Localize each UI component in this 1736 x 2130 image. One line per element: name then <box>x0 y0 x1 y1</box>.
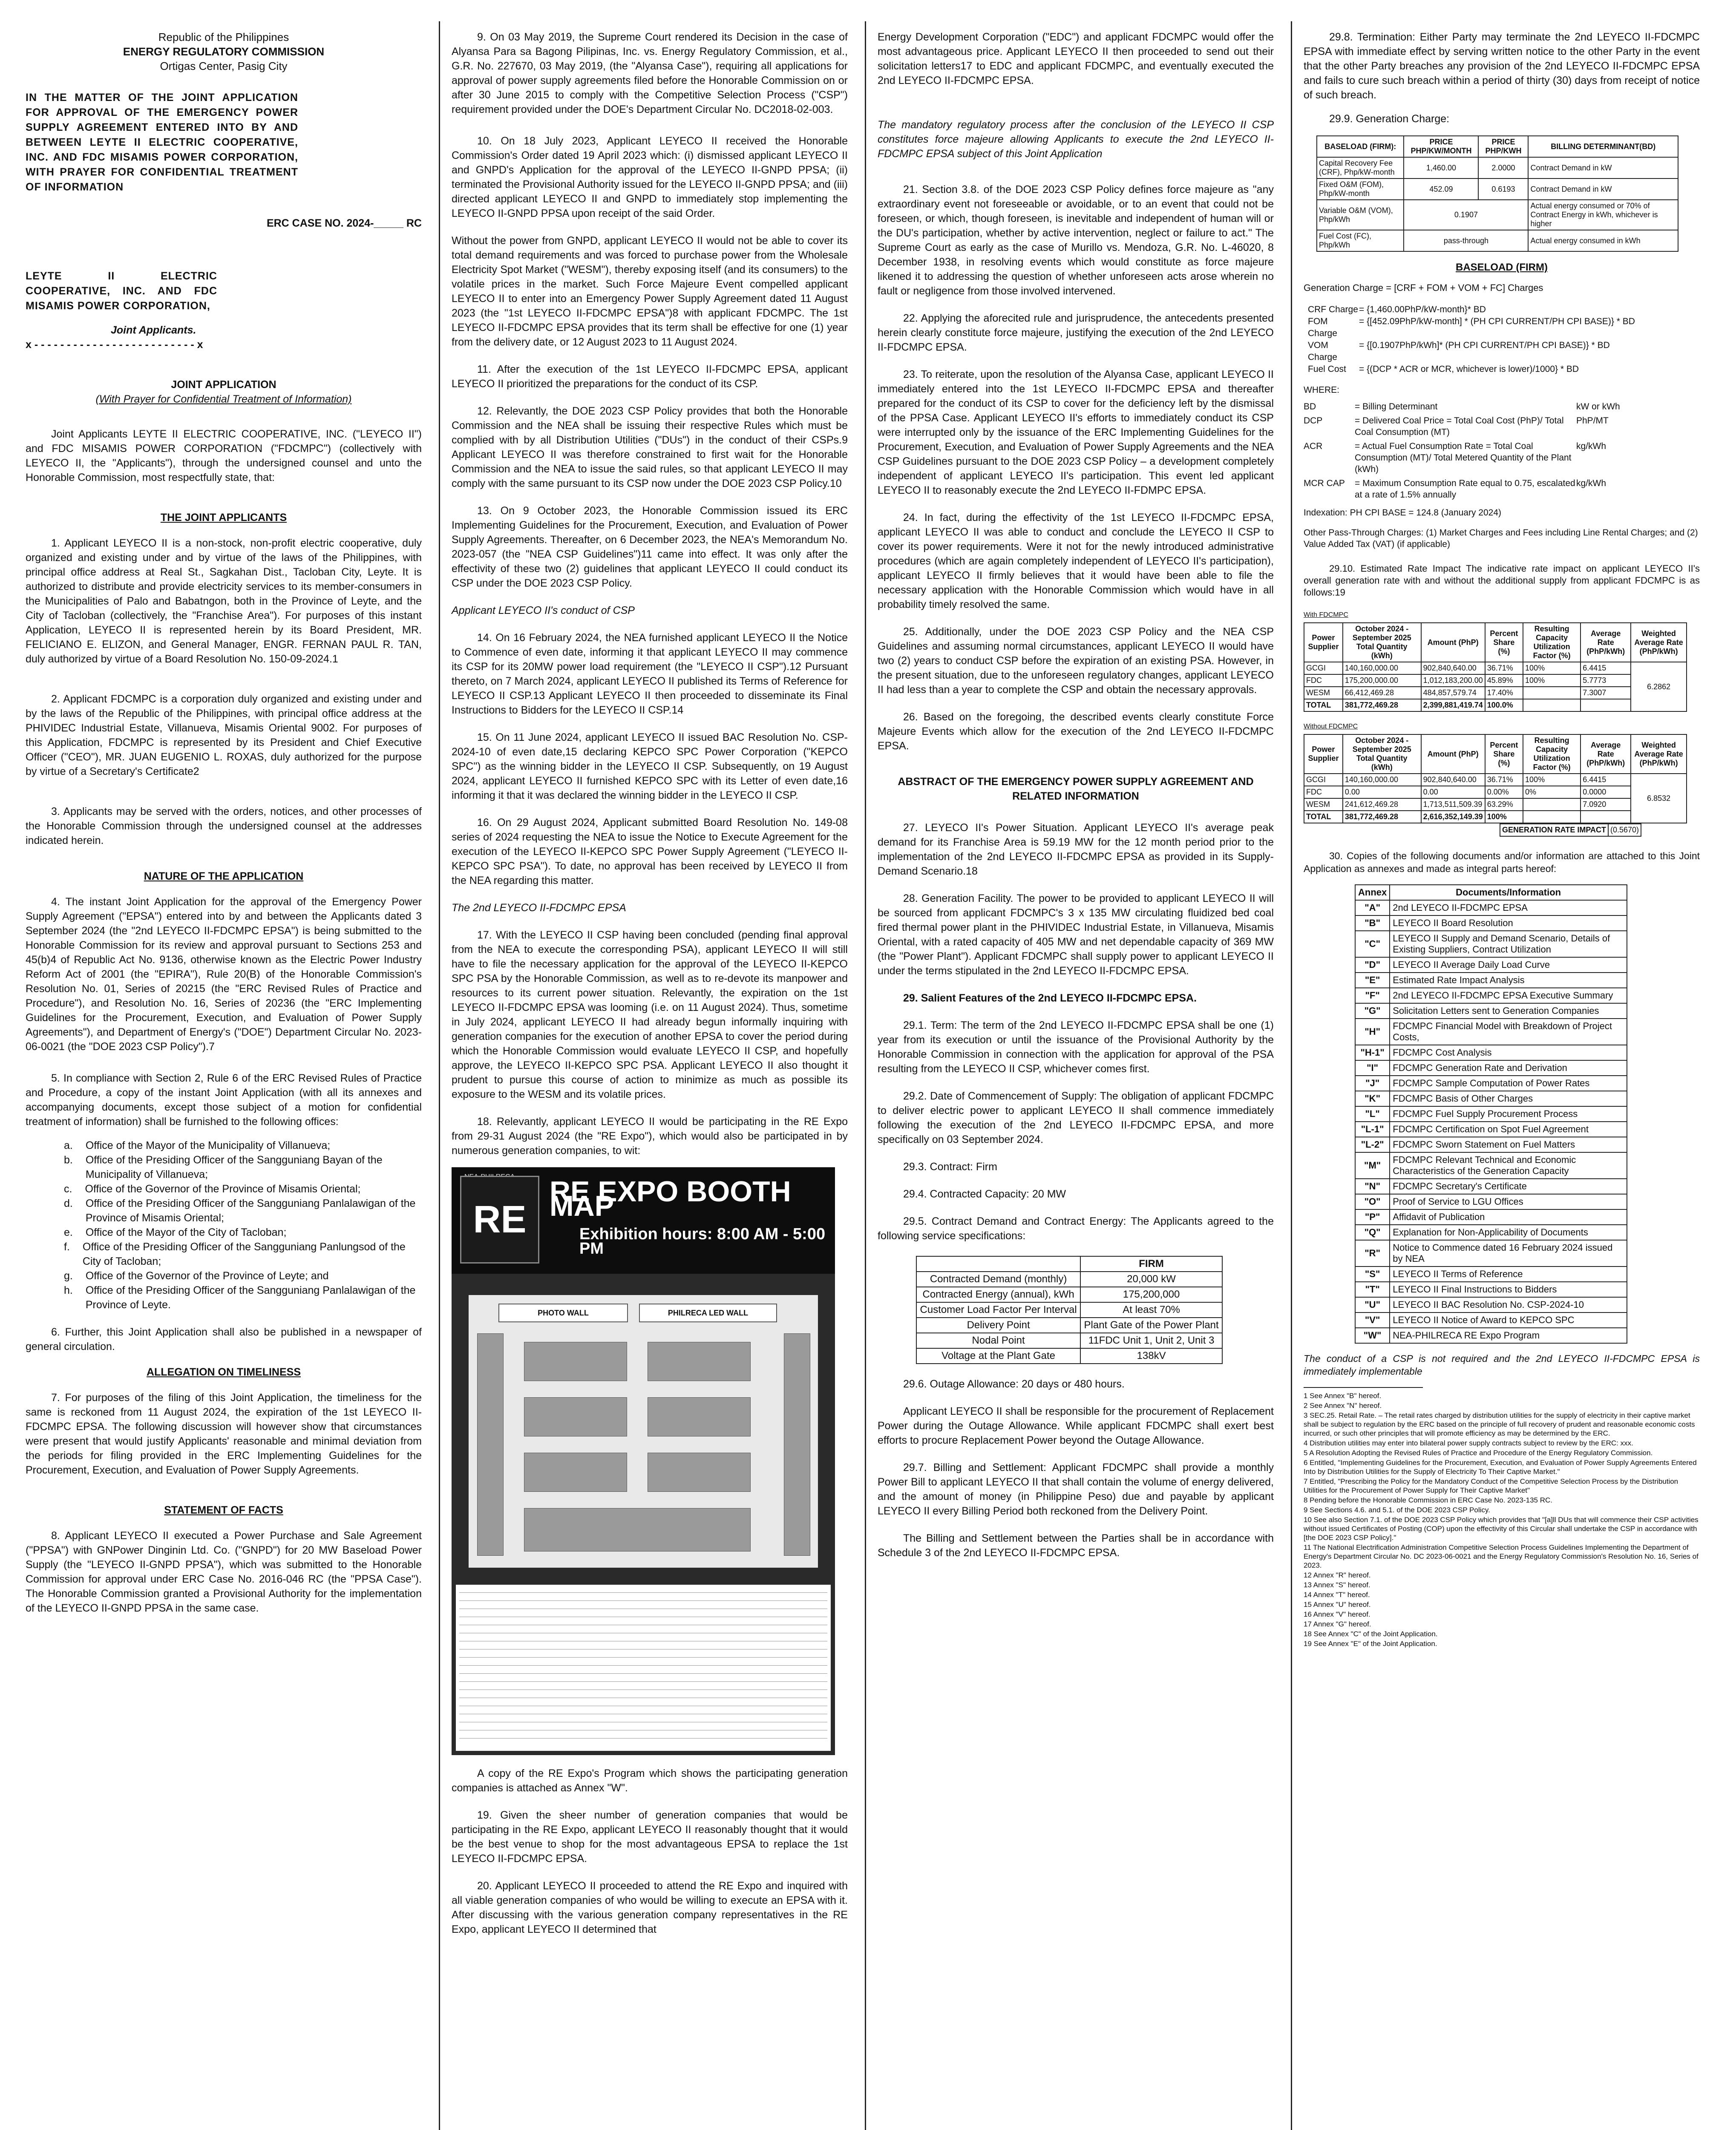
table-row: GCGI 140,160,000.00 902,840,640.00 36.71% 100% 6.4415 6.8532 <box>1304 774 1687 786</box>
other-charges: Other Pass-Through Charges: (1) Market Charges and Fees including Line Rental Charges; and (2) Value Added Tax (VAT) (if applicable) <box>1304 528 1698 549</box>
list-item: d. Office of the Presiding Officer of the Sangguniang Panlalawigan of the Province of Misamis Oriental; <box>64 1197 416 1224</box>
paragraph-13: 13. On 9 October 2023, the Honorable Commission issued its ERC Implementing Guidelines for the Procurement, Execution, and Evaluation of Power Supply Agreements. Thereafter, on 6 December 2023, the NEA's Memorandum No. 2023-057 (the "NEA CSP Guidelines")11 came into effect. It was only after the effectivity of these two (2) guidelines that applicant LEYECO II could conduct its CSP under the DOE 2023 CSP Policy. <box>452 505 848 589</box>
footnote: 16 Annex "V" hereof. <box>1304 1610 1370 1618</box>
formula-row: FOM Charge = {[452.09PhP/kW-month] * (PH CPI CURRENT/PH CPI BASE)} * BD <box>1308 317 1635 338</box>
table-row: "F" 2nd LEYECO II-FDCMPC EPSA Executive Summary <box>1355 988 1627 1003</box>
paragraph-7: 7. For purposes of the filing of this Joint Application, the timeliness for the same is reckoned from 11 August 2024, the expiration of the 1st LEYECO II-FDCMPC EPSA. The following discussion will however show that circumstances were present that would justify Applicants' reasonable and minimal deviation from the periods for filing provided in the ERC Implementing Guidelines for the Procurement, Execution, and Evaluation of Power Supply Agreements. <box>26 1392 422 1476</box>
paragraph-2: 2. Applicant FDCMPC is a corporation duly organized and existing under and by the laws of the Republic of the Philippines, with principal office address at the PHIVIDEC Industrial Estate, Villanueva, Misamis Oriental 9002. For purposes of this Application, FDCMPC is represented by its President and Chief Executive Officer ("CEO"), MR. JUAN EUGENIO L. ROXAS, duly authorized for the purpose by virtue of a Secretary's Certificate2 <box>26 693 422 777</box>
table-row: "U" LEYECO II BAC Resolution No. CSP-2024-10 <box>1355 1297 1627 1313</box>
footnote: 12 Annex "R" hereof. <box>1304 1571 1371 1579</box>
table-header-row: Annex Documents/Information <box>1355 885 1627 900</box>
paragraph-4: 4. The instant Joint Application for the approval of the Emergency Power Supply Agreement ("EPSA") entered into by and between the Applicants dated 3 September 2024 (the "2nd LEYECO II-FDCMPC EPSA") is being submitted to the Honorable Commission for its review and approval pursuant to Sections 253 and 45(b)4 of Republic Act No. 9136, otherwise known as the Electric Power Industry Reform Act of 2001 (the "EPIRA"), Rule 20(B) of the Honorable Commission's Resolution No. 01, Series of 20215 (the "ERC Revised Rules of Practice and Procedure"), and Resolution No. 16, Series of 20236 (the "ERC Implementing Guidelines for the Procurement, Execution, and Evaluation of Power Supply Agreements"), and Department of Energy's ("DOE") Department Circular No. 2023-06-0021 (the "DOE 2023 CSP Policy").7 <box>26 896 422 1053</box>
column-divider <box>439 21 440 2130</box>
case-caption: IN THE MATTER OF THE JOINT APPLICATION FOR APPROVAL OF THE EMERGENCY POWER SUPPLY AGREEMENT ENTERED INTO BY AND BETWEEN LEYTE II ELECTRIC COOPERATIVE, INC. AND FDC MISAMIS POWER CORPORATION, WITH PRAYER FOR CONFIDENTIAL TREATMENT OF INFORMATION <box>26 92 298 193</box>
paragraph-28: 28. Generation Facility. The power to be provided to applicant LEYECO II will be sourced from applicant FDCMPC's 3 x 135 MW circulating fluidized bed coal fired thermal power plant in the PHIVIDEC Industrial Estate, in Villanueva, Misamis Oriental, with a rated capacity of 405 MW and net dependable capacity of 369 MW (the "Power Plant"). Applicant FDCMPC shall supply power to applicant LEYECO II under the terms stipulated in the 2nd LEYECO II-FDCMPC EPSA. <box>878 892 1274 977</box>
footnote: 14 Annex "T" hereof. <box>1304 1591 1370 1599</box>
booth-block <box>648 1453 751 1492</box>
table-row: "N" FDCMPC Secretary's Certificate <box>1355 1179 1627 1194</box>
table-row: TOTAL 381,772,469.28 2,399,881,419.74 100.0% <box>1304 699 1687 711</box>
booth-map-title: RE EXPO BOOTH MAP <box>550 1175 791 1222</box>
re-expo-logo: RE <box>460 1176 539 1264</box>
note-mandatory-process: The mandatory regulatory process after the conclusion of the LEYECO II CSP constitutes force majeure allowing Applicants to execute the 2nd LEYECO II-FDCMPC EPSA subject of this Joint Application <box>878 119 1274 160</box>
footnote-rule <box>1304 1387 1423 1388</box>
footnote: 10 See also Section 7.1. of the DOE 2023 CSP Policy which provides that "[a]ll DUs that will commence their CSP activities without issued Certificates of Posting (COP) upon the effectivity of this Circular shall undertake the CSP in accordance with [the DOE 2023 CSP Policy]." <box>1304 1516 1699 1542</box>
subheading-conduct-csp: Applicant LEYECO II's conduct of CSP <box>452 604 635 616</box>
paragraph-1: 1. Applicant LEYECO II is a non-stock, non-profit electric cooperative, duly organized and existing under and by virtue of the laws of the Philippines, with principal office address at Real St., Sagkahan Dist., Tacloban City, Leyte. It is authorized to distribute and provide electricity services to its member-consumers in the Municipalities of Palo and Babatngon, both in the Province of Leyte, and the City of Tacloban (collectively, the "Franchise Area"). For purposes of this instant Application, LEYECO II is represented herein by its Board President, MR. FELICIANO E. ELIZON, and General Manager, ENGR. FERNAN PAUL R. TAN, duly authorized by virtue of a Board Resolution No. 150-09-2024.1 <box>26 537 422 665</box>
paragraph-29-6b: Applicant LEYECO II shall be responsible for the procurement of Replacement Power during the Outage Allowance. While applicant FDCMPC shall exert best efforts to procure Replacement Power beyond the Outage Allowance. <box>878 1405 1274 1446</box>
footnote: 8 Pending before the Honorable Commission in ERC Case No. 2023-135 RC. <box>1304 1496 1552 1504</box>
table-row: WESM 241,612,469.28 1,713,511,509.39 63.29% 7.0920 <box>1304 798 1687 811</box>
formula-row: VOM Charge = {[0.1907PhP/kWh]* (PH CPI CURRENT/PH CPI BASE)} * BD <box>1308 340 1610 362</box>
table-header-row: BASELOAD (FIRM): PRICE PHP/KW/MONTH PRICE PHP/KWH BILLING DETERMINANT(BD) <box>1317 136 1678 157</box>
without-fdcmpc-label: Without FDCMPC <box>1304 723 1358 730</box>
list-item: a. Office of the Mayor of the Municipality of Villanueva; <box>64 1140 331 1151</box>
table-row: "H-1" FDCMPC Cost Analysis <box>1355 1045 1627 1060</box>
table-row: "B" LEYECO II Board Resolution <box>1355 915 1627 931</box>
paragraph-12: 12. Relevantly, the DOE 2023 CSP Policy provides that both the Honorable Commission and the NEA shall be issuing their respective Rules which must be complied with by all Distribution Utilities ("DUs") in the conduct of their CSPs.9 Applicant LEYECO II was therefore constrained to first wait for the Honorable Commission and the NEA to issue the said rules, so that applicant LEYECO II may comply with the same pursuant to its CSP now under the DOE 2023 CSP Policy.10 <box>452 405 848 489</box>
list-item: e. Office of the Mayor of the City of Tacloban; <box>64 1226 287 1238</box>
booth-block <box>524 1508 751 1551</box>
paragraph-27: 27. LEYECO II's Power Situation. Applicant LEYECO II's average peak demand for its Franchise Area is 59.19 MW for the 12 month period prior to the implementation of the 2nd LEYECO II-FDCMPC EPSA as provided in its Supply-Demand Scenario.18 <box>878 822 1274 877</box>
footnote: 18 See Annex "C" of the Joint Application. <box>1304 1630 1438 1638</box>
table-row: "D" LEYECO II Average Daily Load Curve <box>1355 957 1627 973</box>
paragraph-29-4: 29.4. Contracted Capacity: 20 MW <box>903 1188 1066 1200</box>
table-header-row: Power Supplier October 2024 - September 2025 Total Quantity (kWh) Amount (PhP) Percent Share (%) Resulting Capacity Utilization Factor (%) Average Rate (PhP/kWh) Weighted Average Rate (PhP/kWh) <box>1304 623 1687 662</box>
section-nature: NATURE OF THE APPLICATION <box>144 870 304 882</box>
table-row: FDC 175,200,000.00 1,012,183,200.00 45.89% 100% 5.7773 <box>1304 674 1687 687</box>
list-item: f. Office of the Presiding Officer of the Sangguniang Panlungsod of the City of Tacloban; <box>64 1241 406 1267</box>
table-row: Nodal Point 11FDC Unit 1, Unit 2, Unit 3 <box>916 1333 1222 1348</box>
table-row: "L-2" FDCMPC Sworn Statement on Fuel Matters <box>1355 1137 1627 1152</box>
definitions <box>1304 401 1700 501</box>
paragraph-29-7b: The Billing and Settlement between the Parties shall be in accordance with Schedule 3 of the 2nd LEYECO II-FDCMPC EPSA. <box>878 1532 1274 1559</box>
paragraph-29-7: 29.7. Billing and Settlement: Applicant FDCMPC shall provide a monthly Power Bill to applicant LEYECO II that shall contain the volume of energy delivered, and the amount of money (in Philippine Peso) due and payable by applicant LEYECO II every Billing Period both reckoned from the Delivery Point. <box>878 1462 1274 1517</box>
paragraph-29-6: 29.6. Outage Allowance: 20 days or 480 hours. <box>903 1378 1125 1390</box>
table-row: "Q" Explanation for Non-Applicability of Documents <box>1355 1225 1627 1240</box>
separator: x - - - - - - - - - - - - - - - - - - - - - - - - - x <box>26 339 203 351</box>
paragraph-29-8: 29.8. Termination: Either Party may terminate the 2nd LEYECO II-FDCMPC EPSA with immediate effect by serving written notice to the other Party in the event that the other Party breaches any provision of the 2nd LEYECO II-FDCMPC EPSA and fails to cure such breach within a period of thirty (30) days from receipt of notice of such breach. <box>1304 31 1700 101</box>
paragraph-30: 30. Copies of the following documents and/or information are attached to this Joint Application as annexes and made as integral parts hereof: <box>1304 850 1700 874</box>
table-row: "J" FDCMPC Sample Computation of Power Rates <box>1355 1076 1627 1091</box>
table-row: Contracted Energy (annual), kWh 175,200,000 <box>916 1287 1222 1302</box>
table-row: "E" Estimated Rate Impact Analysis <box>1355 973 1627 988</box>
footnote: 4 Distribution utilities may enter into bilateral power supply contracts subject to review by the ERC: xxx. <box>1304 1439 1633 1447</box>
formula-row: Fuel Cost = {(DCP * ACR or MCR, whichever is lower)/1000} * BD <box>1308 364 1579 374</box>
section-joint-applicants: THE JOINT APPLICANTS <box>160 512 287 524</box>
paragraph-23: 23. To reiterate, upon the resolution of the Alyansa Case, applicant LEYECO II immediately entered into the 1st LEYECO II-FDCMPC EPSA and thereafter prepared for the conduct of its CSP to cover for the deficiency left by the dismissal of the PPSA Case. Applicant LEYECO II's efforts to immediately conduct its CSP were interrupted only by the issuance of the ERC Implementing Guidelines for the Procurement, Execution, and Evaluation of Power Supply Agreements and the NEA CSP Guidelines pursuant to the DOE 2023 CSP Policy – a development completely independent of applicant LEYECO II's participation. This event led applicant LEYECO II to reasonably execute the 2nd LEYECO II-FDMPC EPSA. <box>878 368 1274 496</box>
with-fdcmpc-label: With FDCMPC <box>1304 611 1348 619</box>
table-row: TOTAL 381,772,469.28 2,616,352,149.39 100% <box>1304 811 1687 823</box>
column-1 <box>26 30 422 1625</box>
table-row: "M" FDCMPC Relevant Technical and Economic Characteristics of the Generation Capacity <box>1355 1152 1627 1179</box>
paragraph-29-9: 29.9. Generation Charge: <box>1329 113 1450 125</box>
rate-impact-with-table <box>1304 622 1687 712</box>
paragraph-10: 10. On 18 July 2023, Applicant LEYECO II received the Honorable Commission's Order dated 19 April 2023 which: (i) dismissed applicant LEYECO II and GNPD's Application for the approval of the LEYECO II-GNPD PPSA; (ii) terminated the Provisional Authority issued for the LEYECO II-GNPD PPSA; and (iii) directed applicant LEYECO II and GNPD to immediately stop implementing the LEYECO II-GNPD PPSA upon receipt of the said Order. <box>452 135 848 219</box>
paragraph-29-3: 29.3. Contract: Firm <box>903 1161 997 1173</box>
definition-row: BD = Billing Determinant kW or kWh <box>1304 402 1620 412</box>
column-divider <box>865 21 866 2130</box>
definition-row: ACR = Actual Fuel Consumption Rate = Total Coal Consumption (MT)/ Total Metered Quantity of the Plant (kWh) kg/kWh <box>1304 441 1606 474</box>
footnotes <box>1304 1391 1700 1648</box>
photo-wall: PHOTO WALL <box>498 1304 628 1322</box>
paragraph-25: 25. Additionally, under the DOE 2023 CSP Policy and the NEA CSP Guidelines and assuming normal circumstances, applicant LEYECO II would have two (2) years to conduct CSP before the expiration of an existing PSA. However, in the present situation, due to the unforeseen regulatory changes, applicant LEYECO II had less than a year to complete the CSP and obtain the necessary approvals. <box>878 626 1274 696</box>
paragraph-18: 18. Relevantly, applicant LEYECO II would be participating in the RE Expo from 29-31 August 2024 (the "RE Expo"), which would also be participated in by numerous generation companies, to wit: <box>452 1116 848 1157</box>
list-item: b. Office of the Presiding Officer of the Sangguniang Bayan of the Municipality of Villanueva; <box>64 1154 383 1180</box>
table-row: GCGI 140,160,000.00 902,840,640.00 36.71% 100% 6.4415 6.2862 <box>1304 662 1687 674</box>
offices-list <box>26 1138 422 1312</box>
paragraph-29: 29. Salient Features of the 2nd LEYECO II-FDCMPC EPSA. <box>903 992 1197 1004</box>
re-expo-booth-map <box>452 1167 835 1755</box>
table-row: Contracted Demand (monthly) 20,000 kW <box>916 1272 1222 1287</box>
paragraph-11: 11. After the execution of the 1st LEYECO II-FDCMPC EPSA, applicant LEYECO II prioritized the preparations for the conduct of its CSP. <box>452 363 848 390</box>
charge-formulas <box>1308 304 1700 375</box>
parties: LEYTE II ELECTRIC COOPERATIVE, INC. AND FDC MISAMIS POWER CORPORATION, <box>26 270 217 312</box>
table-row: "L" FDCMPC Fuel Supply Procurement Process <box>1355 1106 1627 1122</box>
table-header-row: Power Supplier October 2024 - September 2025 Total Quantity (kWh) Amount (PhP) Percent Share (%) Resulting Capacity Utilization Factor (%) Average Rate (PhP/kWh) Weighted Average Rate (PhP/kWh) <box>1304 734 1687 774</box>
booth-block <box>477 1333 504 1556</box>
note-csp-not-required: The conduct of a CSP is not required and the 2nd LEYECO II-FDCMPC EPSA is immediately implementable <box>1304 1353 1700 1377</box>
paragraph-17: 17. With the LEYECO II CSP having been concluded (pending final approval from the NEA to execute the corresponding PSA), applicant LEYECO II will still have to file the necessary application for the approval of the LEYECO II-KEPCO SPC PSA by the Honorable Commission, as well as to re-devote its manpower and resources to its current power situation. Relevantly, the expiration on the 1st LEYECO II-FDCMPC EPSA was looming (i.e. on 11 August 2024). Thus, sometime in July 2024, applicant LEYECO II had already begun informally inquiring with generation companies for the execution of another EPSA to cover the period during which the Honorable Commission would evaluate LEYECO II CSP, and hopefully approve, the LEYECO II-KEPCO SPC PSA. Applicant LEYECO II also thought it prudent to pursue this course of action to minimize as much as possible its exposure to the WESM and its volatile prices. <box>452 929 848 1100</box>
table-row: "C" LEYECO II Supply and Demand Scenario, Details of Existing Suppliers, Contract Utilization <box>1355 931 1627 957</box>
paragraph-29-10: 29.10. Estimated Rate Impact The indicative rate impact on applicant LEYECO II's overall generation rate with and without the additional supply from applicant FDCMPC is as follows:19 <box>1304 563 1700 598</box>
document-title: JOINT APPLICATION <box>171 379 276 391</box>
commission-name: ENERGY REGULATORY COMMISSION <box>123 45 325 58</box>
paragraph-20b: Energy Development Corporation ("EDC") and applicant FDCMPC would offer the most advantageous price. Applicant LEYECO II then proceeded to send out their solicitation letters17 to EDC and applicant FDCMPC, and eventually executed the 2nd LEYECO II-FDCMPC EPSA. <box>878 31 1274 86</box>
table-row: "V" LEYECO II Notice of Award to KEPCO SPC <box>1355 1313 1627 1328</box>
generation-charge-table <box>1316 135 1678 252</box>
footnote: 7 Entitled, "Prescribing the Policy for the Mandatory Conduct of the Competitive Selection Process by the Distribution Utilities for the Procurement of Power Supply for Their Captive Market" <box>1304 1477 1678 1494</box>
annex-table <box>1355 884 1627 1344</box>
rate-impact-without-table <box>1304 734 1687 823</box>
column-divider <box>1291 21 1292 2130</box>
table-row: "H" FDCMPC Financial Model with Breakdown of Project Costs, <box>1355 1019 1627 1045</box>
generation-rate-impact: GENERATION RATE IMPACT (0.5670) <box>1500 823 1641 837</box>
table-row: "A" 2nd LEYECO II-FDCMPC EPSA <box>1355 900 1627 915</box>
booth-block <box>648 1342 751 1381</box>
booth-floor-plan <box>469 1295 818 1568</box>
footnote: 5 A Resolution Adopting the Revised Rules of Practice and Procedure of the Energy Regulatory Commission. <box>1304 1449 1653 1457</box>
table-row: Voltage at the Plant Gate 138kV <box>916 1348 1222 1364</box>
paragraph-6: 6. Further, this Joint Application shall also be published in a newspaper of general circulation. <box>26 1326 422 1353</box>
booth-exhibitor-list <box>456 1585 831 1751</box>
footnote: 11 The National Electrification Administration Competitive Selection Process Guidelines Implementing the Department of Energy's Department Circular No. DC 2023-06-0021 and the Energy Regulatory Commission's Resolution No. 16, Series of 2023. <box>1304 1543 1699 1569</box>
footnote: 3 SEC.25. Retail Rate. – The retail rates charged by distribution utilities for the supply of electricity in their captive market shall be subject to regulation by the ERC based on the principle of full recovery of prudent and reasonable economic costs incurred, or such other principles that will promote efficiency as may be determined by the ERC. <box>1304 1411 1695 1437</box>
table-row: "R" Notice to Commence dated 16 February 2024 issued by NEA <box>1355 1240 1627 1266</box>
paragraph-19: 19. Given the sheer number of generation companies that would be participating in the RE Expo, applicant LEYECO II reasonably thought that it would be the best venue to shop for the most advantageous EPSA to replace the 1st LEYECO II-FDCMPC EPSA. <box>452 1809 848 1865</box>
commission-location: Ortigas Center, Pasig City <box>160 60 288 72</box>
paragraph-10b: Without the power from GNPD, applicant LEYECO II would not be able to cover its total demand requirements and was forced to purchase power from the Wholesale Electricity Spot Market ("WESM"), thereby exposing itself (and its consumers) to the volatile prices in the market. Such Force Majeure Event compelled applicant LEYECO II to enter into an Emergency Power Supply Agreement dated 11 August 2023 (the "1st LEYECO II-FDCMPC EPSA")8 with applicant FDCMPC. The 1st LEYECO II-FDCMPC EPSA provides that its term shall be effective for one (1) year from the delivery date, or 12 August 2023 to 11 August 2024. <box>452 235 848 348</box>
booth-block <box>784 1333 810 1556</box>
column-2 <box>452 30 848 1946</box>
table-row: "O" Proof of Service to LGU Offices <box>1355 1194 1627 1209</box>
table-row: WESM 66,412,469.28 484,857,579.74 17.40% 7.3007 <box>1304 687 1687 699</box>
paragraph-5: 5. In compliance with Section 2, Rule 6 of the ERC Revised Rules of Practice and Procedure, a copy of the instant Joint Application (with all its annexes and accompanying documents, except those subject of a motion for confidential treatment of information) shall be furnished to the following offices: <box>26 1072 422 1128</box>
table-row: Fixed O&M (FOM), Php/kW-month 452.09 0.6193 Contract Demand in kW <box>1317 178 1678 200</box>
paragraph-14: 14. On 16 February 2024, the NEA furnished applicant LEYECO II the Notice to Commence of even date, informing it that applicant LEYECO II may commence its CSP for its 20MW power load requirement (the "LEYECO II CSP").12 Pursuant thereto, on 7 March 2024, applicant LEYECO II published its Terms of Reference for LEYECO II CSP.13 Applicant LEYECO II then proceeded to disseminate its Final Instructions to Bidders for the LEYECO II CSP.14 <box>452 632 848 716</box>
booth-block <box>524 1397 627 1436</box>
indexation: Indexation: PH CPI BASE = 124.8 (January 2024) <box>1304 508 1502 518</box>
table-row: "K" FDCMPC Basis of Other Charges <box>1355 1091 1627 1106</box>
generation-formula: Generation Charge = [CRF + FOM + VOM + FC] Charges <box>1304 282 1543 293</box>
intro-paragraph: Joint Applicants LEYTE II ELECTRIC COOPERATIVE, INC. ("LEYECO II") and FDC MISAMIS POWER CORPORATION ("FDCMPC") (collectively with LEYECO II, the "Applicants"), through the undersigned counsel and unto the Honorable Commission, most respectfully state, that: <box>26 428 422 484</box>
paragraph-18b: A copy of the RE Expo's Program which shows the participating generation companies is attached as Annex "W". <box>452 1767 848 1794</box>
firm-table <box>916 1256 1223 1364</box>
table-row: "T" LEYECO II Final Instructions to Bidders <box>1355 1282 1627 1297</box>
parties-role: Joint Applicants. <box>111 324 196 336</box>
table-row: Customer Load Factor Per Interval At least 70% <box>916 1302 1222 1318</box>
section-timeliness: ALLEGATION ON TIMELINESS <box>146 1366 301 1378</box>
paragraph-20: 20. Applicant LEYECO II proceeded to attend the RE Expo and inquired with all viable generation companies of who would be willing to execute an EPSA with it. After discussing with the various generation company representatives in the RE Expo, applicant LEYECO II determined that <box>452 1880 848 1935</box>
booth-block <box>648 1397 751 1436</box>
republic-header: Republic of the Philippines <box>158 31 289 43</box>
definition-row: DCP = Delivered Coal Price = Total Coal Cost (PhP)/ Total Coal Consumption (MT) PhP/MT <box>1304 416 1609 437</box>
subheading-2nd-epsa: The 2nd LEYECO II-FDCMPC EPSA <box>452 902 626 914</box>
paragraph-22: 22. Applying the aforecited rule and jurisprudence, the antecedents presented herein clearly constitute force majeure, justifying the execution of the 2nd LEYECO II-FDCMPC EPSA. <box>878 312 1274 353</box>
booth-block <box>524 1453 627 1492</box>
baseload-title: BASELOAD (FIRM) <box>1456 262 1548 273</box>
table-row: "G" Solicitation Letters sent to Generation Companies <box>1355 1003 1627 1019</box>
paragraph-15: 15. On 11 June 2024, applicant LEYECO II issued BAC Resolution No. CSP-2024-10 of even date,15 declaring KEPCO SPC Power Corporation ("KEPCO SPC") as the winning bidder in the LEYECO II CSP. Subsequently, on 19 August 2024, applicant LEYECO II furnished KEPCO SPC with its Letter of even date,16 informing it that it was declared the winning bidder in the LEYECO II CSP. <box>452 731 848 801</box>
paragraph-21: 21. Section 3.8. of the DOE 2023 CSP Policy defines force majeure as "any extraordinary event not foreseeable or avoidable, or to an event that could not be foreseen, or which, though foreseen, is inevitable and independent of human will or the DU's participation, whether by active intervention, neglect or failure to act." The Supreme Court as early as the case of Murillo vs. Mendoza, G.R. No. L-46020, 8 December 1938, in resolving events which would constitute as force majeure likened it to addressing the question of whether unforeseen acts arose wherein no fault or negligence from those involved intervened. <box>878 184 1274 297</box>
where-label: WHERE: <box>1304 385 1339 395</box>
led-wall: PHILRECA LED WALL <box>639 1304 777 1322</box>
definition-row: MCR CAP = Maximum Consumption Rate equal to 0.75, escalated at a rate of 1.5% annually kg/kWh <box>1304 478 1606 500</box>
paragraph-9: 9. On 03 May 2019, the Supreme Court rendered its Decision in the case of Alyansa Para sa Bagong Pilipinas, Inc. vs. Energy Regulatory Commission, et al., G.R. No. 227670, 03 May 2019, (the "Alyansa Case"), requiring all applications for approval of power supply agreements filed before the Honorable Commission on or after 30 June 2015 to comply with the Competitive Selection Process ("CSP") requirement provided under the DOE's Department Circular No. DC2018-02-003. <box>452 31 848 115</box>
footnote: 6 Entitled, "Implementing Guidelines for the Procurement, Execution, and Evaluation of Power Supply Agreements Entered Into by Distribution Utilities for the Supply of Electricity To Their Captive Market." <box>1304 1459 1697 1476</box>
table-row: "I" FDCMPC Generation Rate and Derivation <box>1355 1060 1627 1076</box>
column-3 <box>878 30 1274 1569</box>
footnote: 19 See Annex "E" of the Joint Application. <box>1304 1640 1437 1648</box>
list-item: g. Office of the Governor of the Province of Leyte; and <box>64 1270 329 1282</box>
section-abstract: ABSTRACT OF THE EMERGENCY POWER SUPPLY AGREEMENT AND RELATED INFORMATION <box>898 776 1254 802</box>
paragraph-3: 3. Applicants may be served with the orders, notices, and other processes of the Honorable Commission through the undersigned counsel at the addresses indicated herein. <box>26 806 422 846</box>
table-row: "S" LEYECO II Terms of Reference <box>1355 1266 1627 1282</box>
table-row: "W" NEA-PHILRECA RE Expo Program <box>1355 1328 1627 1343</box>
paragraph-26: 26. Based on the foregoing, the described events clearly constitute Force Majeure Events which allow for the execution of the 2nd LEYECO II-FDCMPC EPSA. <box>878 711 1274 752</box>
column-4 <box>1304 30 1700 1649</box>
firm-header: FIRM <box>1080 1256 1222 1272</box>
table-row: Variable O&M (VOM), Php/kWh 0.1907 Actual energy consumed or 70% of Contract Energy in kWh, whichever is higher <box>1317 200 1678 230</box>
table-row: "L-1" FDCMPC Certification on Spot Fuel Agreement <box>1355 1122 1627 1137</box>
table-row: Delivery Point Plant Gate of the Power Plant <box>916 1318 1222 1333</box>
paragraph-29-5: 29.5. Contract Demand and Contract Energy: The Applicants agreed to the following service specifications: <box>878 1215 1274 1242</box>
document-subtitle: (With Prayer for Confidential Treatment of Information) <box>95 393 352 405</box>
list-item: h. Office of the Presiding Officer of the Sangguniang Panlalawigan of the Province of Leyte. <box>64 1284 416 1311</box>
table-row: FDC 0.00 0.00 0.00% 0% 0.0000 <box>1304 786 1687 798</box>
booth-block <box>524 1342 627 1381</box>
section-facts: STATEMENT OF FACTS <box>164 1504 283 1516</box>
formula-row: CRF Charge = {1,460.00PhP/kW-month}* BD <box>1308 305 1486 314</box>
paragraph-29-2: 29.2. Date of Commencement of Supply: The obligation of applicant FDCMPC to deliver electric power to applicant LEYECO II shall commence immediately following the execution of the 2nd LEYECO II-FDCMPC EPSA, and more specifically on 03 September 2024. <box>878 1090 1274 1146</box>
paragraph-8: 8. Applicant LEYECO II executed a Power Purchase and Sale Agreement ("PPSA") with GNPower Dinginin Ltd. Co. ("GNPD") for 20 MW Baseload Power Supply (the "LEYECO II-GNPD PPSA"), which was submitted to the Honorable Commission for approval under ERC Case No. 2016-046 RC (the "PPSA Case"). The Honorable Commission granted a Provisional Authority for the implementation of the LEYECO II-GNPD PPSA in the same case. <box>26 1530 422 1614</box>
table-row: "P" Affidavit of Publication <box>1355 1209 1627 1225</box>
paragraph-29-1: 29.1. Term: The term of the 2nd LEYECO II-FDCMPC EPSA shall be one (1) year from its execution or until the issuance of the Provisional Authority by the Honorable Commission in connection with the application for approval of the PSA resulting from the LEYECO II CSP, whichever comes first. <box>878 1019 1274 1075</box>
list-item: c. Office of the Governor of the Province of Misamis Oriental; <box>64 1183 361 1195</box>
footnote: 1 See Annex "B" hereof. <box>1304 1392 1382 1400</box>
footnote: 17 Annex "G" hereof. <box>1304 1620 1371 1628</box>
footnote: 2 See Annex "N" hereof. <box>1304 1402 1382 1410</box>
footnote: 15 Annex "U" hereof. <box>1304 1600 1371 1609</box>
case-number: ERC CASE NO. 2024-_____ RC <box>266 217 422 229</box>
booth-map-header <box>452 1167 835 1274</box>
footnote: 9 See Sections 4.6. and 5.1. of the DOE 2023 CSP Policy. <box>1304 1506 1490 1514</box>
paragraph-24: 24. In fact, during the effectivity of the 1st LEYECO II-FDCMPC EPSA, applicant LEYECO II was able to conduct and conclude the LEYECO II CSP to cover its power requirements. Were it not for the newly introduced administrative procedures (which are again completely independent of LEYECO II's participation), applicant LEYECO II firmly believes that it would have been able to file the necessary application with the Honorable Commission which would have in all probability timely resolved the same. <box>878 512 1274 610</box>
footnote: 13 Annex "S" hereof. <box>1304 1581 1370 1589</box>
paragraph-16: 16. On 29 August 2024, Applicant submitted Board Resolution No. 149-08 series of 2024 requesting the NEA to issue the Notice to Execute Agreement for the execution of the LEYECO II-KEPCO SPC Power Supply Agreement ("LEYECO II-KEPCO SPC PSA"). To date, no approval has been received by LEYECO II from the NEA regarding this matter. <box>452 817 848 887</box>
booth-map-hours: Exhibition hours: 8:00 AM - 5:00 PM <box>579 1225 826 1258</box>
table-row: Capital Recovery Fee (CRF), Php/kW-month 1,460.00 2.0000 Contract Demand in kW <box>1317 157 1678 178</box>
table-row: Fuel Cost (FC), Php/kWh pass-through Actual energy consumed in kWh <box>1317 230 1678 251</box>
